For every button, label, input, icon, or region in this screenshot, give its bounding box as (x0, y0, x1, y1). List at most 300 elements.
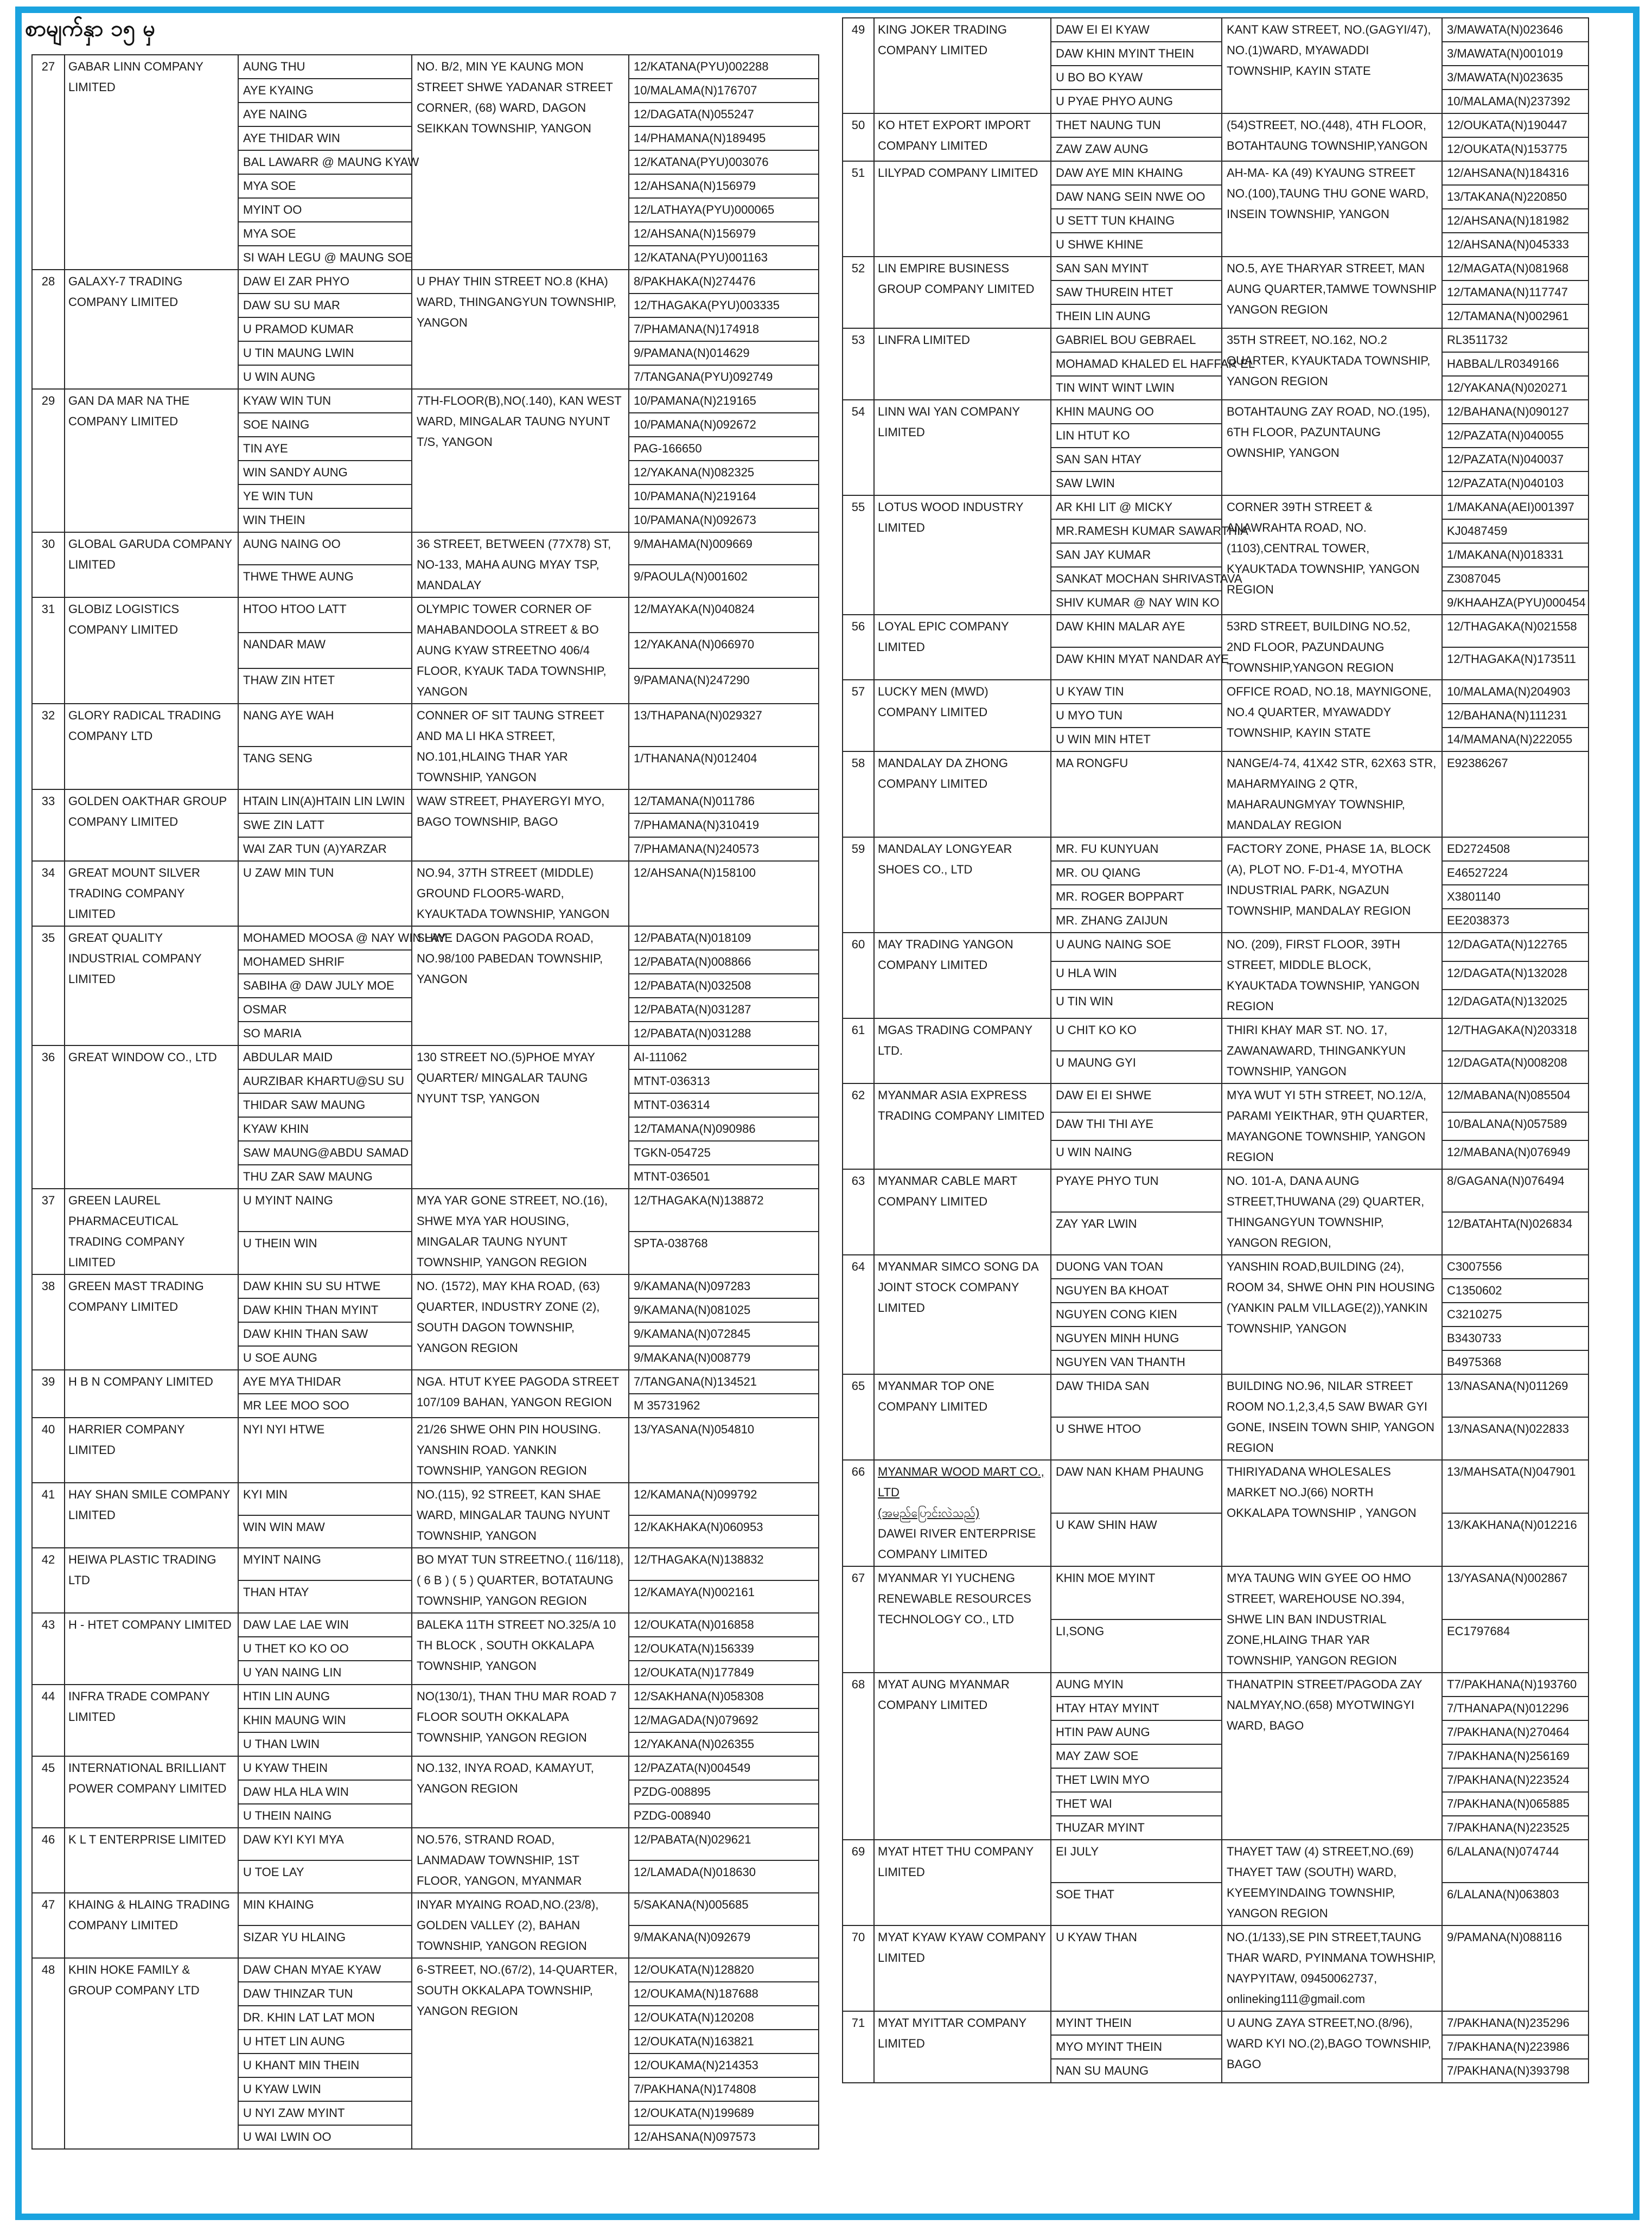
entry-number: 64 (843, 1255, 874, 1374)
company-address: FACTORY ZONE, PHASE 1A, BLOCK (A), PLOT NO. F-D1-4, MYOTHA INDUSTRIAL PARK, NGAZUN TOWNSHIP, MANDALAY REGION (1222, 837, 1442, 933)
company-address: AH-MA- KA (49) KYAUNG STREET NO.(100),TAUNG THU GONE WARD, INSEIN TOWNSHIP, YANGON (1222, 161, 1442, 257)
person-name: MAY ZAW SOE (1051, 1744, 1222, 1768)
column-left (31, 54, 818, 2150)
person-name: AYE THIDAR WIN (238, 126, 412, 150)
person-name: THET NAUNG TUN (1051, 113, 1222, 137)
person-id-number: 1/MAKANA(N)018331 (1442, 543, 1589, 567)
person-name: HTOO HTOO LATT (238, 597, 412, 633)
person-id-number: M 35731962 (629, 1394, 819, 1418)
person-id-number: 12/THAGAKA(N)138872 (629, 1189, 819, 1232)
company-name: MYANMAR WOOD MART CO., LTD (878, 1465, 1044, 1499)
company-entry-row (843, 837, 1589, 861)
company-name: INFRA TRADE COMPANY LIMITED (68, 1689, 210, 1724)
person-id-number: 13/NASANA(N)022833 (1442, 1417, 1589, 1460)
company-entry-row (843, 18, 1589, 42)
entry-number: 44 (32, 1685, 65, 1756)
company-entry-row (32, 55, 819, 79)
company-name: K L T ENTERPRISE LIMITED (68, 1833, 226, 1846)
person-name: DAW NAN KHAM PHAUNG (1051, 1460, 1222, 1513)
person-id-number: 12/LATHAYA(PYU)000065 (629, 198, 819, 222)
company-name-cell (65, 789, 238, 861)
person-name: THWE THWE AUNG (238, 565, 412, 597)
company-address: BALEKA 11TH STREET NO.325/A 10 TH BLOCK , SOUTH OKKALAPA TOWNSHIP, YANGON (412, 1613, 629, 1685)
person-name: U WIN NAING (1051, 1140, 1222, 1169)
person-id-number: 12/MAGADA(N)079692 (629, 1708, 819, 1732)
entry-number: 53 (843, 328, 874, 400)
person-id-number: 12/YAKANA(N)082325 (629, 461, 819, 484)
person-name: NAN SU MAUNG (1051, 2059, 1222, 2083)
person-id-number: 12/OUKATA(N)120208 (629, 2006, 819, 2030)
person-id-number: 12/YAKANA(N)026355 (629, 1732, 819, 1756)
company-name: GLOBIZ LOGISTICS COMPANY LIMITED (68, 602, 180, 636)
person-id-number: 12/KATANA(PYU)002288 (629, 55, 819, 79)
company-entry-row (843, 1840, 1589, 1883)
company-entry-row (843, 933, 1589, 961)
person-name: MYINT OO (238, 198, 412, 222)
company-name-cell (874, 1460, 1051, 1566)
company-address: MYA YAR GONE STREET, NO.(16), SHWE MYA YAR HOUSING, MINGALAR TAUNG NYUNT TOWNSHIP, YANGON REGION (412, 1189, 629, 1274)
person-id-number: 9/MAKANA(N)008779 (629, 1346, 819, 1370)
person-name: MIN KHAING (238, 1893, 412, 1925)
person-name: MYINT NAING (238, 1548, 412, 1580)
company-name: HARRIER COMPANY LIMITED (68, 1423, 185, 1457)
entry-number: 67 (843, 1566, 874, 1673)
person-name: U THEIN NAING (238, 1804, 412, 1828)
company-name: MAY TRADING YANGON COMPANY LIMITED (878, 938, 1013, 972)
person-id-number: 12/PAZATA(N)040055 (1442, 424, 1589, 448)
person-id-number: 9/KAMANA(N)097283 (629, 1274, 819, 1298)
person-name: NYI NYI HTWE (238, 1418, 412, 1483)
person-name: MA RONGFU (1051, 751, 1222, 837)
person-name: U KYAW THEIN (238, 1756, 412, 1780)
person-id-number: 12/AHSANA(N)156979 (629, 222, 819, 246)
person-name: MOHAMED SHRIF (238, 950, 412, 974)
entry-number: 56 (843, 615, 874, 680)
person-id-number: 12/DAGATA(N)132025 (1442, 990, 1589, 1018)
company-name: GREEN MAST TRADING COMPANY LIMITED (68, 1279, 204, 1313)
company-address: NO. (209), FIRST FLOOR, 39TH STREET, MIDDLE BLOCK, KYAUKTADA TOWNSHIP, YANGON REGION (1222, 933, 1442, 1018)
company-entry-row (32, 926, 819, 950)
person-name: TIN AYE (238, 437, 412, 461)
person-id-number: 12/THAGAKA(N)203318 (1442, 1018, 1589, 1051)
person-name: U SHWE KHINE (1051, 233, 1222, 257)
person-name: DAW KYI KYI MYA (238, 1828, 412, 1860)
person-id-number: 13/NASANA(N)011269 (1442, 1374, 1589, 1417)
person-name: DAW KHIN MALAR AYE (1051, 615, 1222, 647)
entry-number: 34 (32, 861, 65, 926)
company-name: GAN DA MAR NA THE COMPANY LIMITED (68, 394, 190, 428)
company-name: GREAT MOUNT SILVER TRADING COMPANY LIMITED (68, 866, 200, 921)
company-address: NO.132, INYA ROAD, KAMAYUT, YANGON REGION (412, 1756, 629, 1828)
person-id-number: 3/MAWATA(N)001019 (1442, 42, 1589, 66)
entry-number: 31 (32, 597, 65, 704)
person-name: U KHANT MIN THEIN (238, 2054, 412, 2077)
person-id-number: 7/PAKHANA(N)393798 (1442, 2059, 1589, 2083)
person-id-number: 13/KAKHANA(N)012216 (1442, 1513, 1589, 1566)
person-id-number: 12/AHSANA(N)184316 (1442, 161, 1589, 185)
person-id-number: MTNT-036501 (629, 1165, 819, 1189)
company-name: LINFRA LIMITED (878, 333, 970, 347)
person-id-number: 6/LALANA(N)074744 (1442, 1840, 1589, 1883)
person-id-number: 7/PHAMANA(N)240573 (629, 837, 819, 861)
company-name-cell (874, 328, 1051, 400)
company-entry-row (843, 615, 1589, 647)
person-name: U NYI ZAW MYINT (238, 2101, 412, 2125)
company-name-cell (65, 1548, 238, 1613)
person-id-number: 12/OUKATA(N)153775 (1442, 137, 1589, 161)
company-name-cell (874, 1673, 1051, 1840)
person-id-number: 12/PABATA(N)032508 (629, 974, 819, 998)
person-id-number: 12/AHSANA(N)097573 (629, 2125, 819, 2149)
company-name: KO HTET EXPORT IMPORT COMPANY LIMITED (878, 118, 1031, 152)
company-address: THANATPIN STREET/PAGODA ZAY NALMYAY,NO.(658) MYOTWINGYI WARD, BAGO (1222, 1673, 1442, 1840)
person-id-number: 12/LAMADA(N)018630 (629, 1860, 819, 1893)
company-entry-row (32, 1756, 819, 1780)
company-register-table-left (31, 54, 819, 2150)
company-entry-row (32, 1045, 819, 1069)
entry-number: 62 (843, 1083, 874, 1169)
company-entry-row (32, 1274, 819, 1298)
person-id-number: C1350602 (1442, 1279, 1589, 1303)
company-entry-row (32, 704, 819, 747)
entry-number: 70 (843, 1925, 874, 2011)
person-name: DAW LAE LAE WIN (238, 1613, 412, 1637)
person-id-number: 12/TAMANA(N)011786 (629, 789, 819, 813)
person-id-number: 9/PAOULA(N)001602 (629, 565, 819, 597)
person-name: U TOE LAY (238, 1860, 412, 1893)
company-entry-row (32, 1189, 819, 1232)
company-name: GLORY RADICAL TRADING COMPANY LTD (68, 709, 221, 743)
person-id-number: ED2724508 (1442, 837, 1589, 861)
company-name-cell (874, 1083, 1051, 1169)
person-name: OSMAR (238, 998, 412, 1022)
person-name: U SHWE HTOO (1051, 1417, 1222, 1460)
person-id-number: 10/PAMANA(N)092672 (629, 413, 819, 437)
company-entry-row (843, 113, 1589, 137)
company-entry-row (32, 270, 819, 294)
entry-number: 66 (843, 1460, 874, 1566)
person-id-number: 12/AHSANA(N)045333 (1442, 233, 1589, 257)
entry-number: 46 (32, 1828, 65, 1893)
person-id-number: 7/PAKHANA(N)065885 (1442, 1792, 1589, 1816)
person-name: NANDAR MAW (238, 633, 412, 668)
company-name-change-note: (အမည်ပြောင်းလဲသည်) (878, 1506, 980, 1520)
person-name: U PYAE PHYO AUNG (1051, 90, 1222, 113)
entry-number: 51 (843, 161, 874, 257)
company-entry-row (32, 1483, 819, 1515)
person-name: AYE MYA THIDAR (238, 1370, 412, 1394)
company-address: 6-STREET, NO.(67/2), 14-QUARTER, SOUTH OKKALAPA TOWNSHIP, YANGON REGION (412, 1958, 629, 2149)
person-name: U MYO TUN (1051, 704, 1222, 728)
person-name: YE WIN TUN (238, 484, 412, 508)
person-id-number: 12/SAKHANA(N)058308 (629, 1685, 819, 1708)
person-id-number: EE2038373 (1442, 909, 1589, 933)
entry-number: 55 (843, 495, 874, 615)
company-entry-row (843, 751, 1589, 837)
person-id-number: 12/AHSANA(N)156979 (629, 174, 819, 198)
company-address: NO.576, STRAND ROAD, LANMADAW TOWNSHIP, 1ST FLOOR, YANGON, MYANMAR (412, 1828, 629, 1893)
person-id-number: 9/MAKANA(N)092679 (629, 1925, 819, 1958)
entry-number: 69 (843, 1840, 874, 1925)
company-name: MYANMAR YI YUCHENG RENEWABLE RESOURCES TECHNOLOGY CO., LTD (878, 1571, 1031, 1626)
company-entry-row (32, 861, 819, 926)
company-address: MYA TAUNG WIN GYEE OO HMO STREET, WAREHOUSE NO.394, SHWE LIN BAN INDUSTRIAL ZONE,HLAING THAR YAR TOWNSHIP, YANGON REGION (1222, 1566, 1442, 1673)
person-name: SAN SAN HTAY (1051, 448, 1222, 471)
entry-number: 36 (32, 1045, 65, 1189)
company-address: NO.(1/133),SE PIN STREET,TAUNG THAR WARD, PYINMANA TOWHSHIP, NAYPYITAW, 09450062737, onlineking111@gmail.com (1222, 1925, 1442, 2011)
company-entry-row (843, 1673, 1589, 1697)
person-name: U WIN AUNG (238, 365, 412, 389)
person-name: DAW EI EI KYAW (1051, 18, 1222, 42)
company-address: NO. B/2, MIN YE KAUNG MON STREET SHWE YADANAR STREET CORNER, (68) WARD, DAGON SEIKKAN TOWNSHIP, YANGON (412, 55, 629, 270)
person-name: U HLA WIN (1051, 961, 1222, 990)
entry-number: 52 (843, 257, 874, 328)
company-address: CORNER 39TH STREET & ANAWRAHTA ROAD, NO.(1103),CENTRAL TOWER, KYAUKTADA TOWNSHIP, YANGON REGION (1222, 495, 1442, 615)
person-name: AUNG THU (238, 55, 412, 79)
person-id-number: 12/PABATA(N)018109 (629, 926, 819, 950)
person-name: WIN THEIN (238, 508, 412, 532)
person-id-number: 12/OUKATA(N)128820 (629, 1958, 819, 1982)
person-id-number: PAG-166650 (629, 437, 819, 461)
person-id-number: 7/PAKHANA(N)174808 (629, 2077, 819, 2101)
company-address: NANGE/4-74, 41X42 STR, 62X63 STR, MAHARMYAING 2 QTR, MAHARAUNGMYAY TOWNSHIP, MANDALAY REGION (1222, 751, 1442, 837)
company-name: INTERNATIONAL BRILLIANT POWER COMPANY LIMITED (68, 1761, 227, 1795)
company-name-cell (874, 837, 1051, 933)
person-id-number: 9/PAMANA(N)088116 (1442, 1925, 1589, 2011)
person-id-number: 12/OUKAMA(N)214353 (629, 2054, 819, 2077)
company-name-cell (65, 270, 238, 389)
company-name-cell (65, 389, 238, 532)
person-name: U THAN LWIN (238, 1732, 412, 1756)
company-name: KING JOKER TRADING COMPANY LIMITED (878, 23, 1007, 57)
person-id-number: 12/YAKANA(N)020271 (1442, 376, 1589, 400)
company-address: BO MYAT TUN STREETNO.( 116/118), ( 6 B ) ( 5 ) QUARTER, BOTATAUNG TOWNSHIP, YANGON REGION (412, 1548, 629, 1613)
person-name: DAW AYE MIN KHAING (1051, 161, 1222, 185)
person-id-number: 5/SAKANA(N)005685 (629, 1893, 819, 1925)
company-name: MYAT HTET THU COMPANY LIMITED (878, 1845, 1034, 1879)
person-id-number: X3801140 (1442, 885, 1589, 909)
entry-number: 40 (32, 1418, 65, 1483)
person-id-number: 12/MABANA(N)085504 (1442, 1083, 1589, 1112)
company-name-cell (874, 1840, 1051, 1925)
person-id-number: SPTA-038768 (629, 1232, 819, 1274)
person-id-number: 7/PAKHANA(N)223525 (1442, 1816, 1589, 1840)
company-name-cell (874, 1374, 1051, 1460)
person-id-number: 3/MAWATA(N)023635 (1442, 66, 1589, 90)
person-name: MR. ZHANG ZAIJUN (1051, 909, 1222, 933)
person-name: SANKAT MOCHAN SHRIVASTAVA (1051, 567, 1222, 591)
company-entry-row (32, 1958, 819, 1982)
company-address: NO(130/1), THAN THU MAR ROAD 7 FLOOR SOUTH OKKALAPA TOWNSHIP, YANGON REGION (412, 1685, 629, 1756)
company-name-cell (874, 1255, 1051, 1374)
company-name-cell (65, 1045, 238, 1189)
person-name: SAW MAUNG@ABDU SAMAD (238, 1141, 412, 1165)
company-address: 36 STREET, BETWEEN (77X78) ST, NO-133, MAHA AUNG MYAY TSP, MANDALAY (412, 532, 629, 597)
company-name: GREEN LAUREL PHARMACEUTICAL TRADING COMPANY LIMITED (68, 1194, 185, 1269)
person-name: DAW EI ZAR PHYO (238, 270, 412, 294)
person-id-number: 12/THAGAKA(N)138832 (629, 1548, 819, 1580)
company-entry-row (32, 597, 819, 633)
person-id-number: 10/MALAMA(N)204903 (1442, 680, 1589, 704)
company-name-cell (874, 113, 1051, 161)
person-id-number: 12/TAMANA(N)090986 (629, 1117, 819, 1141)
company-name: MYANMAR SIMCO SONG DA JOINT STOCK COMPANY LIMITED (878, 1260, 1038, 1315)
person-id-number: 7/PAKHANA(N)256169 (1442, 1744, 1589, 1768)
person-id-number: 12/THAGAKA(N)021558 (1442, 615, 1589, 647)
entry-number: 60 (843, 933, 874, 1018)
company-name: LINN WAI YAN COMPANY LIMITED (878, 405, 1020, 439)
person-name: MYINT THEIN (1051, 2011, 1222, 2035)
company-name-cell (874, 1925, 1051, 2011)
company-address: CONNER OF SIT TAUNG STREET AND MA LI HKA STREET, NO.101,HLAING THAR YAR TOWNSHIP, YANGON (412, 704, 629, 789)
person-id-number: 12/OUKATA(N)190447 (1442, 113, 1589, 137)
person-name: MR LEE MOO SOO (238, 1394, 412, 1418)
person-name: DAW KHIN THAN MYINT (238, 1298, 412, 1322)
person-id-number: 8/PAKHAKA(N)274476 (629, 270, 819, 294)
person-name: THEIN LIN AUNG (1051, 304, 1222, 328)
person-name: BAL LAWARR @ MAUNG KYAW (238, 150, 412, 174)
person-id-number: E92386267 (1442, 751, 1589, 837)
person-name: DAW NANG SEIN NWE OO (1051, 185, 1222, 209)
company-name-cell (65, 1613, 238, 1685)
person-id-number: 12/DAGATA(N)132028 (1442, 961, 1589, 990)
person-name: KHIN MOE MYINT (1051, 1566, 1222, 1619)
person-id-number: 12/TAMANA(N)117747 (1442, 280, 1589, 304)
person-name: AYE NAING (238, 103, 412, 126)
company-address: WAW STREET, PHAYERGYI MYO, BAGO TOWNSHIP, BAGO (412, 789, 629, 861)
person-name: HTIN PAW AUNG (1051, 1720, 1222, 1744)
person-name: KHIN MAUNG OO (1051, 400, 1222, 424)
company-entry-row (843, 1374, 1589, 1417)
company-name: LOYAL EPIC COMPANY LIMITED (878, 620, 1009, 654)
company-entry-row (32, 789, 819, 813)
person-id-number: 7/PHAMANA(N)174918 (629, 317, 819, 341)
person-name: U KYAW TIN (1051, 680, 1222, 704)
company-entry-row (32, 532, 819, 565)
person-id-number: 12/OUKAMA(N)187688 (629, 1982, 819, 2006)
person-name: PYAYE PHYO TUN (1051, 1169, 1222, 1212)
person-name: SAW LWIN (1051, 471, 1222, 495)
person-name: MYA SOE (238, 174, 412, 198)
company-address: (54)STREET, NO.(448), 4TH FLOOR, BOTAHTAUNG TOWNSHIP,YANGON (1222, 113, 1442, 161)
person-name: MR. FU KUNYUAN (1051, 837, 1222, 861)
person-id-number: 12/OUKATA(N)177849 (629, 1661, 819, 1685)
company-name: GREAT QUALITY INDUSTRIAL COMPANY LIMITED (68, 931, 202, 986)
person-name: DAW KHIN MYAT NANDAR AYE (1051, 647, 1222, 680)
company-name: HAY SHAN SMILE COMPANY LIMITED (68, 1488, 230, 1522)
entry-number: 37 (32, 1189, 65, 1274)
person-name: U ZAW MIN TUN (238, 861, 412, 926)
person-id-number: 7/PHAMANA(N)310419 (629, 813, 819, 837)
person-id-number: PZDG-008940 (629, 1804, 819, 1828)
person-id-number: C3007556 (1442, 1255, 1589, 1279)
person-name: KHIN MAUNG WIN (238, 1708, 412, 1732)
entry-number: 48 (32, 1958, 65, 2149)
person-id-number: 12/PAZATA(N)040037 (1442, 448, 1589, 471)
person-name: U WAI LWIN OO (238, 2125, 412, 2149)
company-entry-row (843, 1925, 1589, 2011)
person-id-number: E46527224 (1442, 861, 1589, 885)
person-name: SWE ZIN LATT (238, 813, 412, 837)
company-entry-row (843, 1169, 1589, 1212)
company-name: MGAS TRADING COMPANY LTD. (878, 1023, 1032, 1057)
person-id-number: 13/YASANA(N)002867 (1442, 1566, 1589, 1619)
person-id-number: 10/PAMANA(N)092673 (629, 508, 819, 532)
person-id-number: 10/PAMANA(N)219165 (629, 389, 819, 413)
person-name: HTAY HTAY MYINT (1051, 1697, 1222, 1720)
person-name: SABIHA @ DAW JULY MOE (238, 974, 412, 998)
company-entry-row (843, 1083, 1589, 1112)
person-name: NGUYEN MINH HUNG (1051, 1327, 1222, 1350)
company-address: THAYET TAW (4) STREET,NO.(69) THAYET TAW (SOUTH) WARD, KYEEMYINDAING TOWNSHIP, YANGON REGION (1222, 1840, 1442, 1925)
company-name-cell (874, 1169, 1051, 1255)
company-entry-row (843, 1566, 1589, 1619)
company-address: NGA. HTUT KYEE PAGODA STREET 107/109 BAHAN, YANGON REGION (412, 1370, 629, 1418)
company-address: BOTAHTAUNG ZAY ROAD, NO.(195), 6TH FLOOR, PAZUNTAUNG OWNSHIP, YANGON (1222, 400, 1442, 495)
person-id-number: C3210275 (1442, 1303, 1589, 1327)
person-id-number: 9/PAMANA(N)014629 (629, 341, 819, 365)
company-name: MYAT MYITTAR COMPANY LIMITED (878, 2016, 1026, 2050)
entry-number: 30 (32, 532, 65, 597)
person-id-number: 12/THAGAKA(PYU)003335 (629, 294, 819, 317)
person-name: MR.RAMESH KUMAR SAWARTHIA (1051, 519, 1222, 543)
person-id-number: 12/DAGATA(N)055247 (629, 103, 819, 126)
person-name: NANG AYE WAH (238, 704, 412, 747)
person-name: DAW CHAN MYAE KYAW (238, 1958, 412, 1982)
person-id-number: 12/THAGAKA(N)173511 (1442, 647, 1589, 680)
company-address: NO.(115), 92 STREET, KAN SHAE WARD, MINGALAR TAUNG NYUNT TOWNSHIP, YANGON (412, 1483, 629, 1548)
person-id-number: 12/KAMAYA(N)002161 (629, 1580, 819, 1613)
person-id-number: 6/LALANA(N)063803 (1442, 1883, 1589, 1925)
company-name-cell (65, 1756, 238, 1828)
company-name-cell (65, 1274, 238, 1370)
person-name: SAN JAY KUMAR (1051, 543, 1222, 567)
company-address: 53RD STREET, BUILDING NO.52, 2ND FLOOR, PAZUNDAUNG TOWNSHIP,YANGON REGION (1222, 615, 1442, 680)
entry-number: 43 (32, 1613, 65, 1685)
person-name: AUNG NAING OO (238, 532, 412, 565)
company-name-cell (874, 2011, 1051, 2083)
person-name: TANG SENG (238, 747, 412, 789)
person-name: NGUYEN VAN THANTH (1051, 1350, 1222, 1374)
person-name: GABRIEL BOU GEBRAEL (1051, 328, 1222, 352)
company-name-cell (65, 1685, 238, 1756)
company-address: NO. 101-A, DANA AUNG STREET,THUWANA (29) QUARTER, THINGANGYUN TOWNSHIP, YANGON REGION, (1222, 1169, 1442, 1255)
person-name: DAW HLA HLA WIN (238, 1780, 412, 1804)
person-name: U MYINT NAING (238, 1189, 412, 1232)
company-name-cell (65, 1370, 238, 1418)
company-name-cell (65, 1958, 238, 2149)
person-id-number: AI-111062 (629, 1045, 819, 1069)
company-name: H B N COMPANY LIMITED (68, 1375, 213, 1388)
person-name: MYA SOE (238, 222, 412, 246)
company-address: INYAR MYAING ROAD,NO.(23/8), GOLDEN VALLEY (2), BAHAN TOWNSHIP, YANGON REGION (412, 1893, 629, 1958)
person-id-number: 7/PAKHANA(N)223524 (1442, 1768, 1589, 1792)
person-id-number: 12/OUKATA(N)163821 (629, 2030, 819, 2054)
person-name: MOHAMAD KHALED EL HAFFAR EL (1051, 352, 1222, 376)
person-id-number: T7/PAKHANA(N)193760 (1442, 1673, 1589, 1697)
person-name: DAW EI EI SHWE (1051, 1083, 1222, 1112)
person-id-number: 12/MAGATA(N)081968 (1442, 257, 1589, 280)
company-name-cell (874, 257, 1051, 328)
person-name: U TIN WIN (1051, 990, 1222, 1018)
company-entry-row (32, 1418, 819, 1483)
person-id-number: 9/KAMANA(N)072845 (629, 1322, 819, 1346)
person-name: U KYAW LWIN (238, 2077, 412, 2101)
company-name-cell (65, 1483, 238, 1548)
person-id-number: 12/PABATA(N)029621 (629, 1828, 819, 1860)
company-name: LILYPAD COMPANY LIMITED (878, 166, 1038, 180)
person-id-number: 12/TAMANA(N)002961 (1442, 304, 1589, 328)
